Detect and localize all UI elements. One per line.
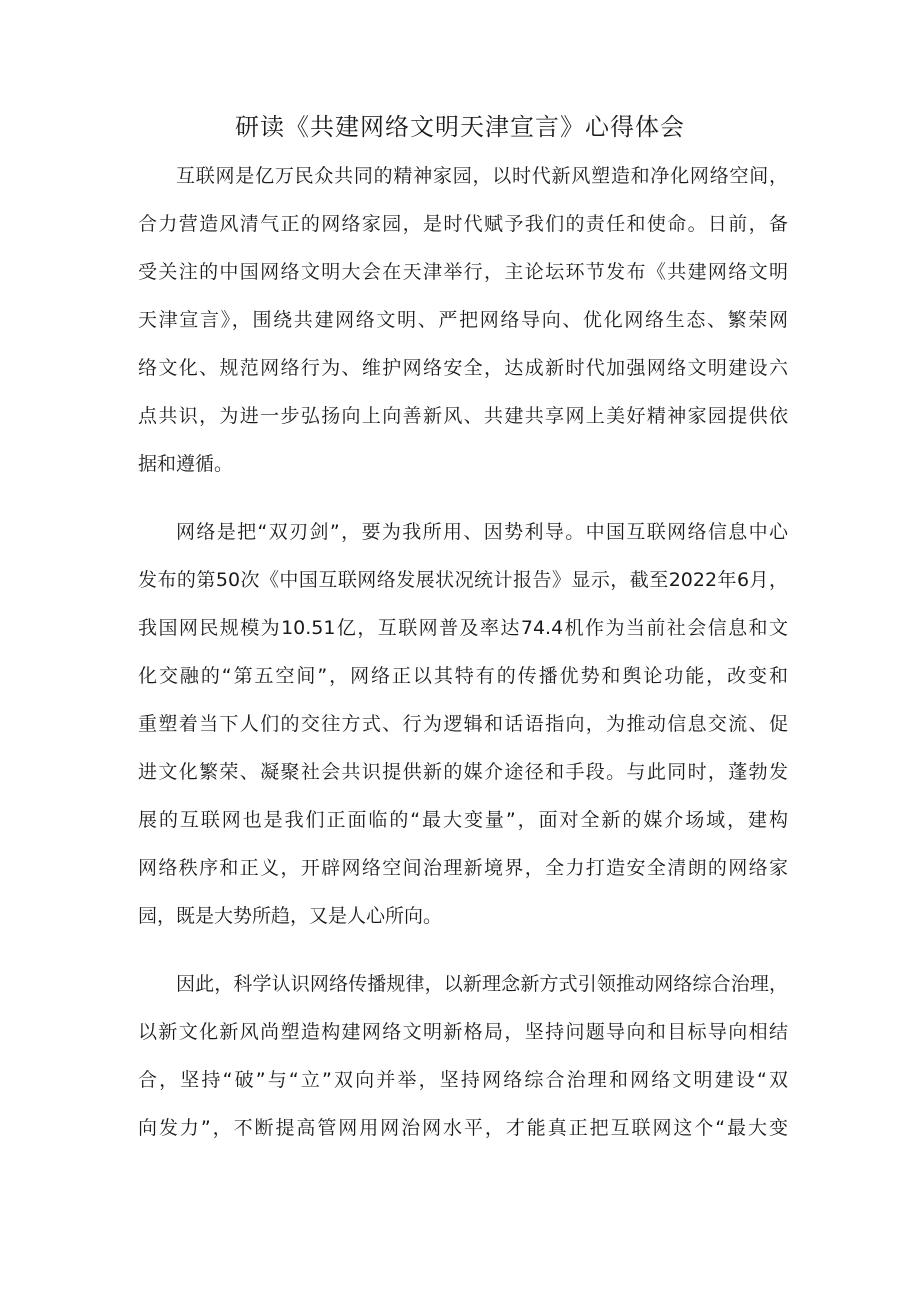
paragraph-2-line-8: 网络秩序和正义，开辟网络空间治理新境界，全力打造安全清朗的网络家 <box>138 857 788 879</box>
document-title: 研读《共建网络文明天津宣言》心得体会 <box>235 113 685 141</box>
paragraph-2-line-5: 重塑着当下人们的交往方式、行为逻辑和话语指向，为推动信息交流、促 <box>138 713 788 735</box>
paragraph-2-line-1: 网络是把“双刃剑”，要为我所用、因势利导。中国互联网络信息中心 <box>176 521 788 543</box>
paragraph-1-line-2: 合力营造风清气正的网络家园，是时代赋予我们的责任和使命。日前，备 <box>138 213 788 235</box>
paragraph-1-line-3: 受关注的中国网络文明大会在天津举行，主论坛环节发布《共建网络文明 <box>138 261 788 283</box>
paragraph-3-line-2: 以新文化新风尚塑造构建网络文明新格局，坚持问题导向和目标导向相结 <box>138 1021 788 1043</box>
paragraph-1-line-1: 互联网是亿万民众共同的精神家园，以时代新风塑造和净化网络空间， <box>176 165 788 187</box>
paragraph-2-line-7: 展的互联网也是我们正面临的“最大变量”，面对全新的媒介场域，建构 <box>138 809 788 831</box>
paragraph-1-line-4: 天津宣言》，围绕共建网络文明、严把网络导向、优化网络生态、繁荣网 <box>138 309 788 331</box>
paragraph-2-line-9: 园，既是大势所趋，又是人心所向。 <box>138 905 443 927</box>
paragraph-3-line-1: 因此，科学认识网络传播规律，以新理念新方式引领推动网络综合治理， <box>176 973 788 995</box>
paragraph-1-line-5: 络文化、规范网络行为、维护网络安全，达成新时代加强网络文明建设六 <box>138 357 788 379</box>
paragraph-2-line-3: 我国网民规模为10.51亿，互联网普及率达74.4机作为当前社会信息和文 <box>138 617 788 639</box>
paragraph-3-line-4: 向发力”，不断提高管网用网治网水平，才能真正把互联网这个“最大变 <box>138 1117 788 1139</box>
paragraph-2-line-2: 发布的第50次《中国互联网络发展状况统计报告》显示，截至2022年6月， <box>138 569 788 591</box>
paragraph-1-line-6: 点共识，为进一步弘扬向上向善新风、共建共享网上美好精神家园提供依 <box>138 405 788 427</box>
paragraph-1-line-7: 据和遵循。 <box>138 453 234 475</box>
paragraph-2-line-6: 进文化繁荣、凝聚社会共识提供新的媒介途径和手段。与此同时，蓬勃发 <box>138 761 788 783</box>
paragraph-3-line-3: 合，坚持“破”与“立”双向并举，坚持网络综合治理和网络文明建设“双 <box>138 1069 788 1091</box>
paragraph-2-line-4: 化交融的“第五空间”，网络正以其特有的传播优势和舆论功能，改变和 <box>138 665 788 687</box>
